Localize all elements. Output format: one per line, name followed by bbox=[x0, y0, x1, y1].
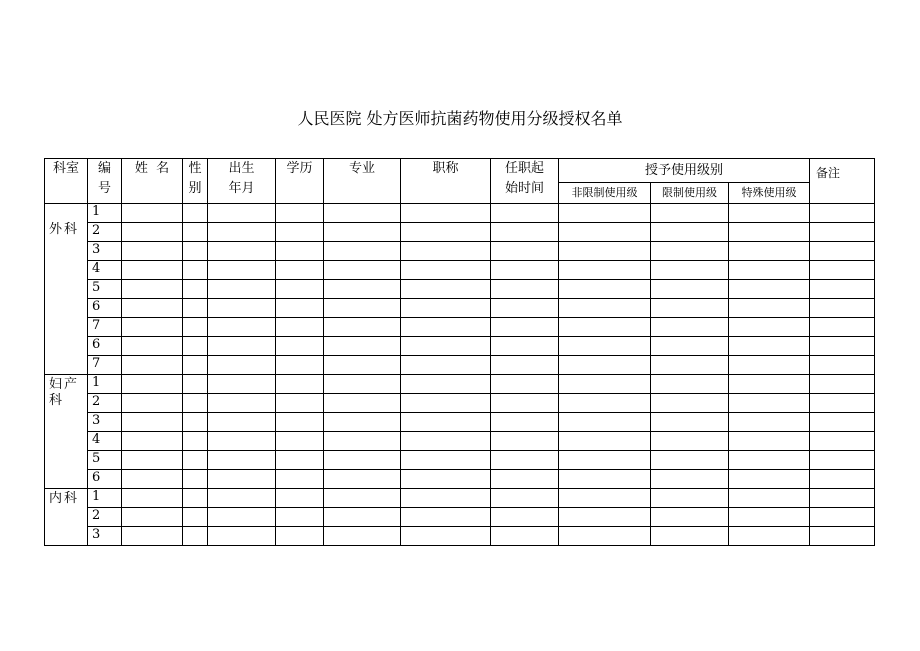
table-cell[interactable] bbox=[276, 337, 324, 356]
table-cell[interactable] bbox=[491, 375, 559, 394]
table-cell[interactable] bbox=[324, 394, 401, 413]
table-cell[interactable] bbox=[491, 394, 559, 413]
table-cell[interactable] bbox=[122, 432, 183, 451]
header-dept: 科室 bbox=[45, 159, 88, 204]
table-cell[interactable] bbox=[491, 527, 559, 546]
table-row bbox=[45, 413, 875, 432]
table-cell[interactable] bbox=[491, 337, 559, 356]
table-cell[interactable] bbox=[276, 204, 324, 223]
table-cell[interactable] bbox=[324, 318, 401, 337]
table-cell[interactable] bbox=[729, 375, 810, 394]
dept-cell bbox=[45, 489, 88, 546]
table-cell[interactable] bbox=[122, 318, 183, 337]
table-cell[interactable] bbox=[651, 242, 729, 261]
table-cell[interactable] bbox=[810, 413, 875, 432]
table-cell[interactable] bbox=[729, 432, 810, 451]
table-cell[interactable] bbox=[810, 280, 875, 299]
table-cell[interactable] bbox=[651, 299, 729, 318]
table-cell[interactable] bbox=[324, 223, 401, 242]
table-cell[interactable] bbox=[208, 470, 276, 489]
table-cell[interactable] bbox=[491, 470, 559, 489]
table-cell[interactable] bbox=[122, 299, 183, 318]
header-number: 编 号 bbox=[88, 159, 122, 204]
table-cell[interactable] bbox=[324, 489, 401, 508]
table-cell[interactable] bbox=[491, 318, 559, 337]
table-cell[interactable] bbox=[208, 489, 276, 508]
table-cell[interactable] bbox=[729, 242, 810, 261]
table-row bbox=[45, 451, 875, 470]
table-cell[interactable] bbox=[810, 470, 875, 489]
table-cell[interactable] bbox=[276, 299, 324, 318]
row-number: 2 bbox=[88, 223, 122, 242]
table-cell[interactable] bbox=[183, 337, 208, 356]
table-cell[interactable] bbox=[183, 470, 208, 489]
table-cell[interactable] bbox=[122, 470, 183, 489]
table-cell[interactable] bbox=[810, 375, 875, 394]
table-cell[interactable] bbox=[122, 527, 183, 546]
row-number: 5 bbox=[88, 280, 122, 299]
table-cell[interactable] bbox=[183, 280, 208, 299]
table-cell[interactable] bbox=[183, 223, 208, 242]
table-cell[interactable] bbox=[559, 527, 651, 546]
table-cell[interactable] bbox=[183, 432, 208, 451]
header-grant-level: 授予使用级别 bbox=[559, 159, 810, 183]
table-row bbox=[45, 261, 875, 280]
row-number: 5 bbox=[88, 451, 122, 470]
table-cell[interactable] bbox=[276, 356, 324, 375]
table-cell[interactable] bbox=[401, 223, 491, 242]
table-cell[interactable] bbox=[324, 356, 401, 375]
table-row bbox=[45, 394, 875, 413]
table-cell[interactable] bbox=[651, 375, 729, 394]
table-cell[interactable] bbox=[401, 470, 491, 489]
table-cell[interactable] bbox=[729, 527, 810, 546]
table-cell[interactable] bbox=[559, 242, 651, 261]
table-cell[interactable] bbox=[324, 280, 401, 299]
table-cell[interactable] bbox=[276, 470, 324, 489]
table-cell[interactable] bbox=[122, 356, 183, 375]
table-row bbox=[45, 337, 875, 356]
table-cell[interactable] bbox=[810, 489, 875, 508]
row-number: 3 bbox=[88, 242, 122, 261]
table-cell[interactable] bbox=[491, 432, 559, 451]
table-cell[interactable] bbox=[324, 337, 401, 356]
table-cell[interactable] bbox=[729, 508, 810, 527]
table-cell[interactable] bbox=[208, 413, 276, 432]
table-cell[interactable] bbox=[729, 356, 810, 375]
row-number: 4 bbox=[88, 261, 122, 280]
table-cell[interactable] bbox=[559, 280, 651, 299]
table-cell[interactable] bbox=[401, 280, 491, 299]
table-row bbox=[45, 223, 875, 242]
header-title: 职称 bbox=[401, 159, 491, 204]
table-cell[interactable] bbox=[122, 489, 183, 508]
table-cell[interactable] bbox=[401, 527, 491, 546]
dept-cell bbox=[45, 375, 88, 489]
table-cell[interactable] bbox=[559, 318, 651, 337]
table-cell[interactable] bbox=[729, 413, 810, 432]
table-cell[interactable] bbox=[208, 261, 276, 280]
table-cell[interactable] bbox=[559, 508, 651, 527]
table-cell[interactable] bbox=[491, 451, 559, 470]
table-cell[interactable] bbox=[324, 451, 401, 470]
table-cell[interactable] bbox=[651, 394, 729, 413]
table-cell[interactable] bbox=[651, 470, 729, 489]
dept-label-line2: 科 bbox=[49, 393, 65, 408]
table-cell[interactable] bbox=[729, 261, 810, 280]
table-cell[interactable] bbox=[401, 261, 491, 280]
table-cell[interactable] bbox=[491, 299, 559, 318]
table-cell[interactable] bbox=[122, 337, 183, 356]
table-cell[interactable] bbox=[208, 337, 276, 356]
table-cell[interactable] bbox=[276, 261, 324, 280]
table-cell[interactable] bbox=[559, 470, 651, 489]
table-cell[interactable] bbox=[324, 299, 401, 318]
row-number: 3 bbox=[88, 527, 122, 546]
table-cell[interactable] bbox=[401, 375, 491, 394]
table-cell[interactable] bbox=[324, 261, 401, 280]
table-cell[interactable] bbox=[810, 318, 875, 337]
dept-label: 外科 bbox=[49, 222, 80, 237]
table-cell[interactable] bbox=[208, 280, 276, 299]
table-cell[interactable] bbox=[559, 299, 651, 318]
table-cell[interactable] bbox=[559, 337, 651, 356]
table-cell[interactable] bbox=[810, 394, 875, 413]
table-cell[interactable] bbox=[729, 394, 810, 413]
table-cell[interactable] bbox=[324, 508, 401, 527]
table-cell[interactable] bbox=[122, 280, 183, 299]
table-cell[interactable] bbox=[324, 375, 401, 394]
table-cell[interactable] bbox=[276, 527, 324, 546]
table-cell[interactable] bbox=[559, 356, 651, 375]
table-cell[interactable] bbox=[122, 413, 183, 432]
authorization-table bbox=[44, 158, 875, 546]
table-cell[interactable] bbox=[208, 204, 276, 223]
table-cell[interactable] bbox=[208, 356, 276, 375]
table-row bbox=[45, 299, 875, 318]
table-row bbox=[45, 280, 875, 299]
row-number: 4 bbox=[88, 432, 122, 451]
table-cell[interactable] bbox=[276, 242, 324, 261]
table-cell[interactable] bbox=[810, 432, 875, 451]
table-cell[interactable] bbox=[122, 242, 183, 261]
table-cell[interactable] bbox=[183, 451, 208, 470]
table-row bbox=[45, 375, 875, 394]
table-cell[interactable] bbox=[208, 527, 276, 546]
table-cell[interactable] bbox=[324, 413, 401, 432]
table-cell[interactable] bbox=[491, 356, 559, 375]
table-cell[interactable] bbox=[651, 318, 729, 337]
table-cell[interactable] bbox=[122, 261, 183, 280]
table-row bbox=[45, 356, 875, 375]
table-cell[interactable] bbox=[183, 375, 208, 394]
row-number: 7 bbox=[88, 356, 122, 375]
table-cell[interactable] bbox=[810, 242, 875, 261]
table-cell[interactable] bbox=[183, 318, 208, 337]
table-cell[interactable] bbox=[276, 432, 324, 451]
row-number: 2 bbox=[88, 508, 122, 527]
table-cell[interactable] bbox=[810, 451, 875, 470]
table-row bbox=[45, 470, 875, 489]
table-cell[interactable] bbox=[491, 413, 559, 432]
row-number: 2 bbox=[88, 394, 122, 413]
table-cell[interactable] bbox=[651, 280, 729, 299]
table-cell[interactable] bbox=[276, 280, 324, 299]
table-cell[interactable] bbox=[183, 242, 208, 261]
table-cell[interactable] bbox=[122, 204, 183, 223]
table-cell[interactable] bbox=[183, 356, 208, 375]
table-cell[interactable] bbox=[401, 489, 491, 508]
header-start-time: 任职起 始时间 bbox=[491, 159, 559, 204]
table-cell[interactable] bbox=[729, 470, 810, 489]
table-cell[interactable] bbox=[183, 413, 208, 432]
table-cell[interactable] bbox=[491, 204, 559, 223]
table-cell[interactable] bbox=[651, 508, 729, 527]
table-cell[interactable] bbox=[559, 489, 651, 508]
row-number: 3 bbox=[88, 413, 122, 432]
table-cell[interactable] bbox=[183, 204, 208, 223]
row-number: 1 bbox=[88, 375, 122, 394]
table-cell[interactable] bbox=[491, 242, 559, 261]
table-cell[interactable] bbox=[324, 470, 401, 489]
dept-label: 内科 bbox=[49, 491, 80, 506]
table-cell[interactable] bbox=[729, 280, 810, 299]
table-cell[interactable] bbox=[729, 204, 810, 223]
header-remark: 备注 bbox=[810, 159, 875, 204]
table-cell[interactable] bbox=[401, 337, 491, 356]
table-cell[interactable] bbox=[651, 413, 729, 432]
table-cell[interactable] bbox=[651, 451, 729, 470]
table-cell[interactable] bbox=[729, 489, 810, 508]
table-cell[interactable] bbox=[651, 356, 729, 375]
table-cell[interactable] bbox=[276, 394, 324, 413]
table-cell[interactable] bbox=[651, 337, 729, 356]
table-row bbox=[45, 508, 875, 527]
table-cell[interactable] bbox=[559, 432, 651, 451]
table-cell[interactable] bbox=[401, 451, 491, 470]
table-cell[interactable] bbox=[208, 318, 276, 337]
header-name: 姓 名 bbox=[122, 159, 183, 204]
table-cell[interactable] bbox=[491, 261, 559, 280]
table-cell[interactable] bbox=[651, 223, 729, 242]
table-cell[interactable] bbox=[810, 261, 875, 280]
header-sex: 性 别 bbox=[183, 159, 208, 204]
table-cell[interactable] bbox=[208, 394, 276, 413]
table-cell[interactable] bbox=[810, 299, 875, 318]
table-row bbox=[45, 204, 875, 223]
table-cell[interactable] bbox=[491, 508, 559, 527]
header-major: 专业 bbox=[324, 159, 401, 204]
row-number: 1 bbox=[88, 204, 122, 223]
table-cell[interactable] bbox=[122, 451, 183, 470]
table-cell[interactable] bbox=[810, 223, 875, 242]
table-cell[interactable] bbox=[729, 318, 810, 337]
table-cell[interactable] bbox=[559, 413, 651, 432]
dept-cell bbox=[45, 204, 88, 375]
table-cell[interactable] bbox=[651, 204, 729, 223]
table-cell[interactable] bbox=[183, 489, 208, 508]
dept-label: 妇产 bbox=[49, 377, 80, 392]
table-cell[interactable] bbox=[559, 394, 651, 413]
row-number: 6 bbox=[88, 299, 122, 318]
table-row bbox=[45, 242, 875, 261]
table-cell[interactable] bbox=[276, 318, 324, 337]
table-cell[interactable] bbox=[729, 337, 810, 356]
table-cell[interactable] bbox=[183, 527, 208, 546]
table-cell[interactable] bbox=[401, 508, 491, 527]
table-cell[interactable] bbox=[276, 489, 324, 508]
table-cell[interactable] bbox=[324, 527, 401, 546]
table-cell[interactable] bbox=[401, 432, 491, 451]
table-cell[interactable] bbox=[810, 204, 875, 223]
table-cell[interactable] bbox=[276, 508, 324, 527]
table-cell[interactable] bbox=[810, 508, 875, 527]
table-cell[interactable] bbox=[183, 394, 208, 413]
table-cell[interactable] bbox=[401, 394, 491, 413]
table-cell[interactable] bbox=[208, 451, 276, 470]
table-cell[interactable] bbox=[122, 223, 183, 242]
table-cell[interactable] bbox=[183, 261, 208, 280]
table-cell[interactable] bbox=[729, 223, 810, 242]
row-number: 1 bbox=[88, 489, 122, 508]
table-cell[interactable] bbox=[122, 375, 183, 394]
table-cell[interactable] bbox=[183, 508, 208, 527]
header-restricted: 限制使用级 bbox=[651, 183, 729, 204]
table-cell[interactable] bbox=[208, 299, 276, 318]
table-cell[interactable] bbox=[651, 527, 729, 546]
table-cell[interactable] bbox=[810, 337, 875, 356]
header-special: 特殊使用级 bbox=[729, 183, 810, 204]
table-cell[interactable] bbox=[491, 223, 559, 242]
table-cell[interactable] bbox=[208, 432, 276, 451]
table-cell[interactable] bbox=[651, 489, 729, 508]
table-cell[interactable] bbox=[559, 261, 651, 280]
table-cell[interactable] bbox=[208, 375, 276, 394]
table-cell[interactable] bbox=[559, 223, 651, 242]
table-cell[interactable] bbox=[810, 527, 875, 546]
table-cell[interactable] bbox=[276, 451, 324, 470]
table-cell[interactable] bbox=[491, 489, 559, 508]
table-cell[interactable] bbox=[122, 508, 183, 527]
table-cell[interactable] bbox=[324, 432, 401, 451]
table-cell[interactable] bbox=[491, 280, 559, 299]
table-cell[interactable] bbox=[651, 432, 729, 451]
table-row bbox=[45, 489, 875, 508]
table-cell[interactable] bbox=[651, 261, 729, 280]
table-cell[interactable] bbox=[810, 356, 875, 375]
table-cell[interactable] bbox=[401, 356, 491, 375]
table-cell[interactable] bbox=[559, 375, 651, 394]
header-education: 学历 bbox=[276, 159, 324, 204]
header-birth: 出生 年月 bbox=[208, 159, 276, 204]
table-cell[interactable] bbox=[401, 242, 491, 261]
table-cell[interactable] bbox=[324, 242, 401, 261]
table-cell[interactable] bbox=[729, 299, 810, 318]
table-cell[interactable] bbox=[276, 223, 324, 242]
table-cell[interactable] bbox=[324, 204, 401, 223]
table-cell[interactable] bbox=[208, 242, 276, 261]
table-cell[interactable] bbox=[276, 413, 324, 432]
table-cell[interactable] bbox=[122, 394, 183, 413]
table-cell[interactable] bbox=[559, 451, 651, 470]
table-cell[interactable] bbox=[729, 451, 810, 470]
row-number: 6 bbox=[88, 337, 122, 356]
table-row bbox=[45, 432, 875, 451]
table-cell[interactable] bbox=[401, 204, 491, 223]
table-cell[interactable] bbox=[183, 299, 208, 318]
row-number: 7 bbox=[88, 318, 122, 337]
document-title: 人民医院 处方医师抗菌药物使用分级授权名单 bbox=[297, 109, 623, 128]
table-cell[interactable] bbox=[401, 299, 491, 318]
table-cell[interactable] bbox=[401, 318, 491, 337]
row-number: 6 bbox=[88, 470, 122, 489]
table-cell[interactable] bbox=[276, 375, 324, 394]
header-unrestricted: 非限制使用级 bbox=[559, 183, 651, 204]
table-cell[interactable] bbox=[208, 508, 276, 527]
table-row bbox=[45, 527, 875, 546]
table-cell[interactable] bbox=[401, 413, 491, 432]
table-cell[interactable] bbox=[559, 204, 651, 223]
table-cell[interactable] bbox=[208, 223, 276, 242]
table-row bbox=[45, 318, 875, 337]
